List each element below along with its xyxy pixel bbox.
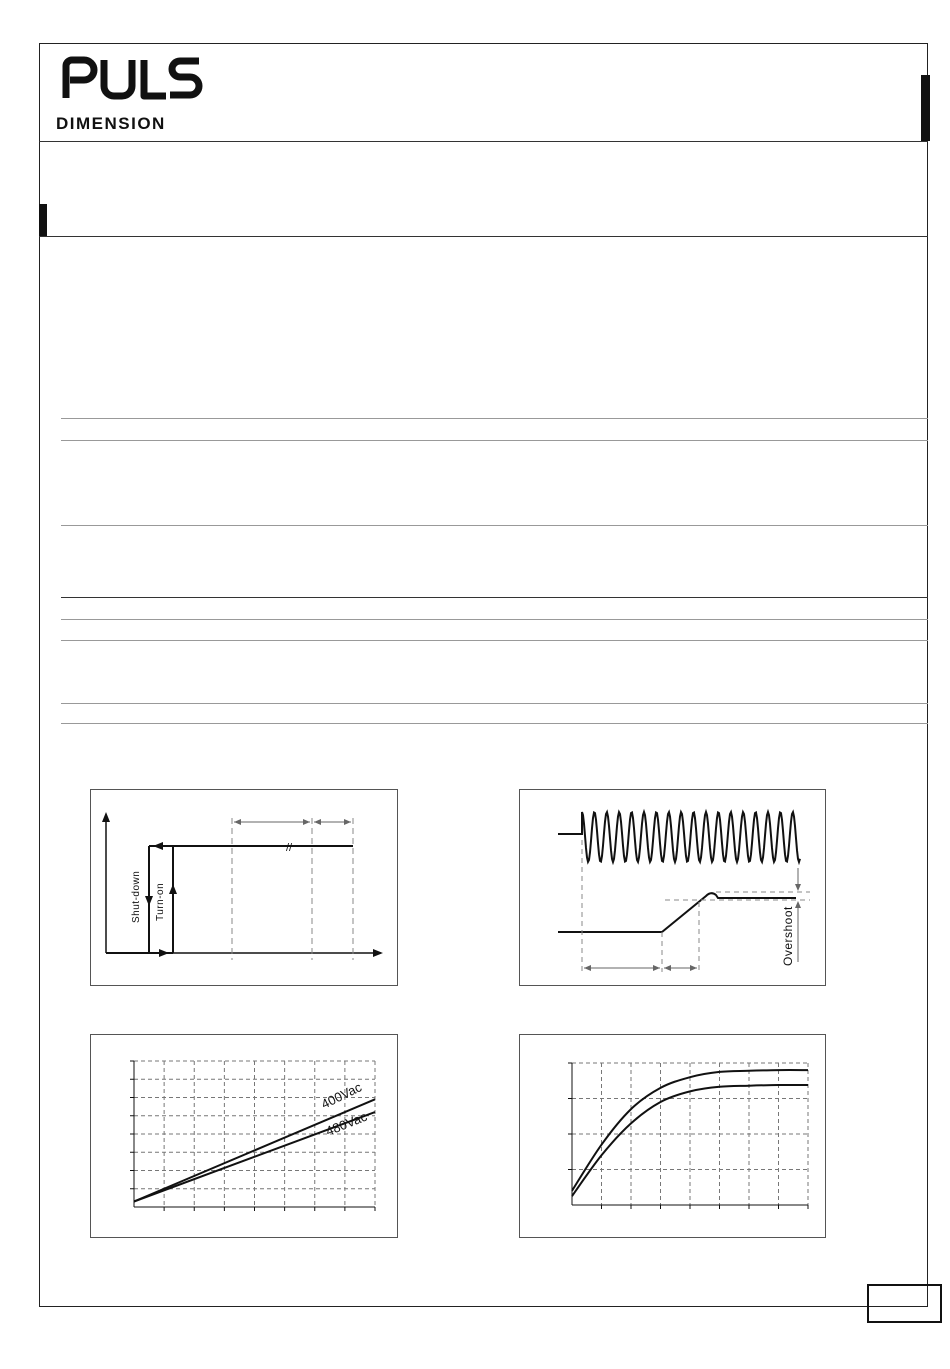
chart-voltage-lines bbox=[90, 1034, 398, 1238]
startup-waveform-diagram bbox=[519, 789, 826, 986]
shutdown-label: Shut-down bbox=[131, 870, 142, 923]
puls-logo bbox=[60, 52, 205, 102]
table-rule bbox=[61, 440, 928, 441]
table-rule bbox=[61, 418, 928, 419]
chart-2-svg bbox=[520, 1035, 827, 1239]
table-rule bbox=[61, 525, 928, 526]
table-rule bbox=[61, 723, 928, 724]
header-tab-marker bbox=[921, 75, 930, 141]
break-mark: // bbox=[286, 842, 293, 854]
table-rule bbox=[61, 619, 928, 620]
section-tab-marker bbox=[39, 204, 47, 237]
input-sine-wave bbox=[558, 812, 800, 862]
table-rule bbox=[61, 703, 928, 704]
chart-saturation-curves bbox=[519, 1034, 826, 1238]
table-rule bbox=[61, 640, 928, 641]
header-divider bbox=[39, 141, 928, 142]
page-number-box bbox=[867, 1284, 942, 1323]
series-label-400vac: 400Vac bbox=[318, 1079, 365, 1112]
series-line-0 bbox=[572, 1070, 808, 1191]
series-label-480vac: 480Vac bbox=[323, 1108, 370, 1139]
section-divider bbox=[39, 236, 928, 237]
turnon-label: Turn-on bbox=[155, 882, 166, 921]
overshoot-label: Overshoot bbox=[781, 906, 795, 966]
turn-on-behavior-diagram bbox=[90, 789, 398, 986]
table-rule bbox=[61, 597, 928, 598]
chart-1-svg bbox=[91, 1035, 399, 1239]
series-line-0 bbox=[134, 1099, 375, 1201]
logo-subtitle: DIMENSION bbox=[56, 114, 166, 133]
